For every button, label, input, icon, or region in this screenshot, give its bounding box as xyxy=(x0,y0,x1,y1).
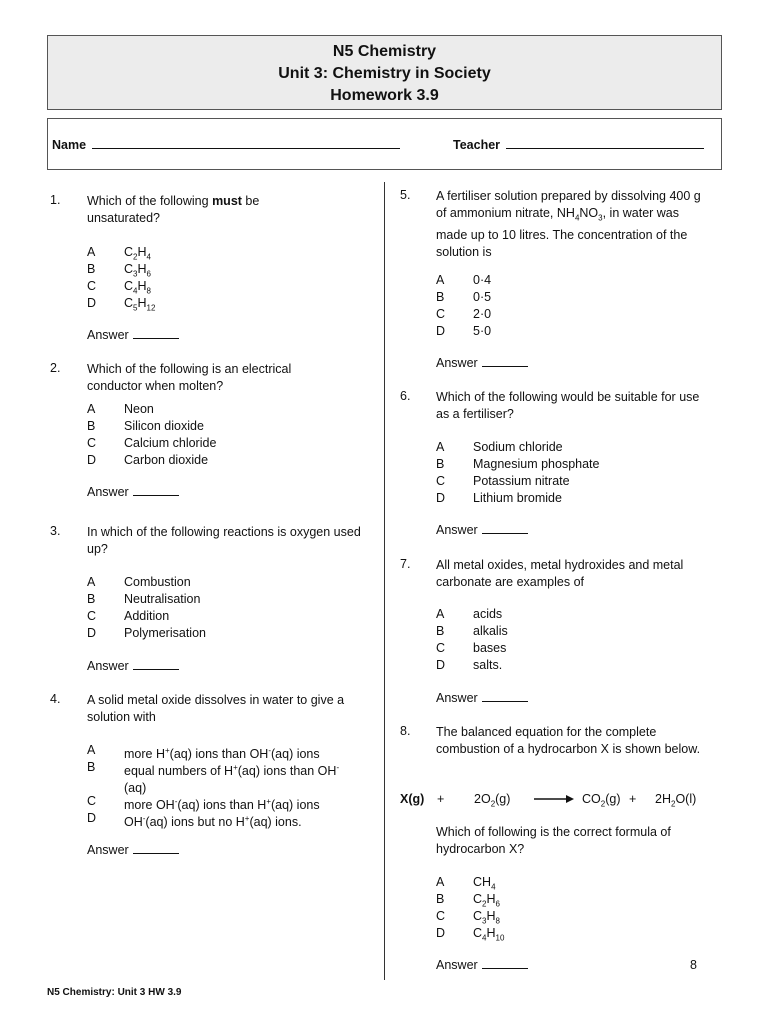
q5-text: A fertiliser solution prepared by dissolving 400 g of ammonium nitrate, $NH_4NO_3$, in water was made up to 10 litres. The concentration of the solution is xyxy=(436,189,701,259)
q5-answer[interactable]: Answer xyxy=(436,356,528,370)
eq-water: $2H_2O(l)$ xyxy=(655,792,697,809)
name-field[interactable] xyxy=(52,136,400,152)
q4-option-a-text: more H+(aq) ions than OH-(aq) ions xyxy=(124,746,320,762)
q1-option-d-text: $C_5H_{12}$ xyxy=(124,296,156,313)
q4-text: A solid metal oxide dissolves in water to give a solution with xyxy=(87,693,345,724)
name-label: Name xyxy=(52,138,87,152)
q7-number: 7. xyxy=(400,557,411,571)
eq-plus-1: + xyxy=(437,792,445,806)
q1-answer[interactable]: Answer xyxy=(87,328,179,342)
unit-title: Unit 3: Chemistry in Society xyxy=(278,65,491,82)
q6-answer[interactable]: Answer xyxy=(436,523,528,537)
eq-oxygen: $2O_2(g)$ xyxy=(474,792,511,809)
q8-option-a-text: $CH_4$ xyxy=(473,875,496,892)
q1-number: 1. xyxy=(50,193,61,207)
q6-number: 6. xyxy=(400,389,411,403)
homework-title: Homework 3.9 xyxy=(330,87,439,104)
teacher-field[interactable] xyxy=(453,136,704,152)
footer: N5 Chemistry: Unit 3 HW 3.9 xyxy=(47,987,182,998)
q8-number: 8. xyxy=(400,724,411,738)
q1-option-a-text: $C_2H_4$ xyxy=(124,245,151,262)
q4-answer[interactable]: Answer xyxy=(87,843,179,857)
teacher-label: Teacher xyxy=(453,138,501,152)
title-box xyxy=(47,35,722,110)
q3-text: In which of the following reactions is oxygen used up? xyxy=(87,525,361,556)
q1-emphasis: must xyxy=(212,194,242,208)
q7-answer[interactable]: Answer xyxy=(436,691,528,705)
q8-answer[interactable]: Answer xyxy=(436,958,528,972)
q4-option-c-text: more OH-(aq) ions than H+(aq) ions xyxy=(124,797,320,813)
q1-option-b-text: $C_3H_6$ xyxy=(124,262,151,279)
q4-number: 4. xyxy=(50,692,61,706)
q8-option-b-text: $C_2H_6$ xyxy=(473,892,500,909)
q7-text: All metal oxides, metal hydroxides and metal carbonate are examples of xyxy=(436,558,684,589)
reaction-arrow-icon xyxy=(534,793,574,805)
teacher-line[interactable] xyxy=(506,136,704,149)
q4-option-d-text: OH-(aq) ions but no H+(aq) ions. xyxy=(124,814,302,830)
page-number: 8 xyxy=(690,958,697,972)
q1-text: Which of the following must be unsaturated? xyxy=(87,194,260,225)
eq-reactant-x: X(g) xyxy=(400,792,425,806)
q6-text: Which of the following would be suitable for use as a fertiliser? xyxy=(436,390,700,421)
q8-text: The balanced equation for the complete combustion of a hydrocarbon X is shown below. xyxy=(436,725,701,756)
q8-option-c-text: $C_3H_8$ xyxy=(473,909,500,926)
q2-answer[interactable]: Answer xyxy=(87,485,179,499)
q3-answer[interactable]: Answer xyxy=(87,659,179,673)
course-title: N5 Chemistry xyxy=(332,43,437,60)
q8-question: Which of following is the correct formula of hydrocarbon X? xyxy=(436,825,671,856)
name-box xyxy=(47,118,722,170)
name-line[interactable] xyxy=(92,136,400,149)
eq-plus-2: + xyxy=(629,792,637,806)
q4-option-b-text: equal numbers of H+(aq) ions than OH-(aq) xyxy=(124,763,340,796)
column-divider xyxy=(384,182,385,980)
q3-number: 3. xyxy=(50,524,61,538)
q5-number: 5. xyxy=(400,188,411,202)
q8-option-d-text: $C_4H_{10}$ xyxy=(473,926,505,943)
q1-option-c-text: $C_4H_8$ xyxy=(124,279,151,296)
q2-number: 2. xyxy=(50,361,61,375)
q2-text: Which of the following is an electrical conductor when molten? xyxy=(87,362,292,393)
eq-carbon-dioxide: $CO_2(g)$ xyxy=(582,792,621,809)
